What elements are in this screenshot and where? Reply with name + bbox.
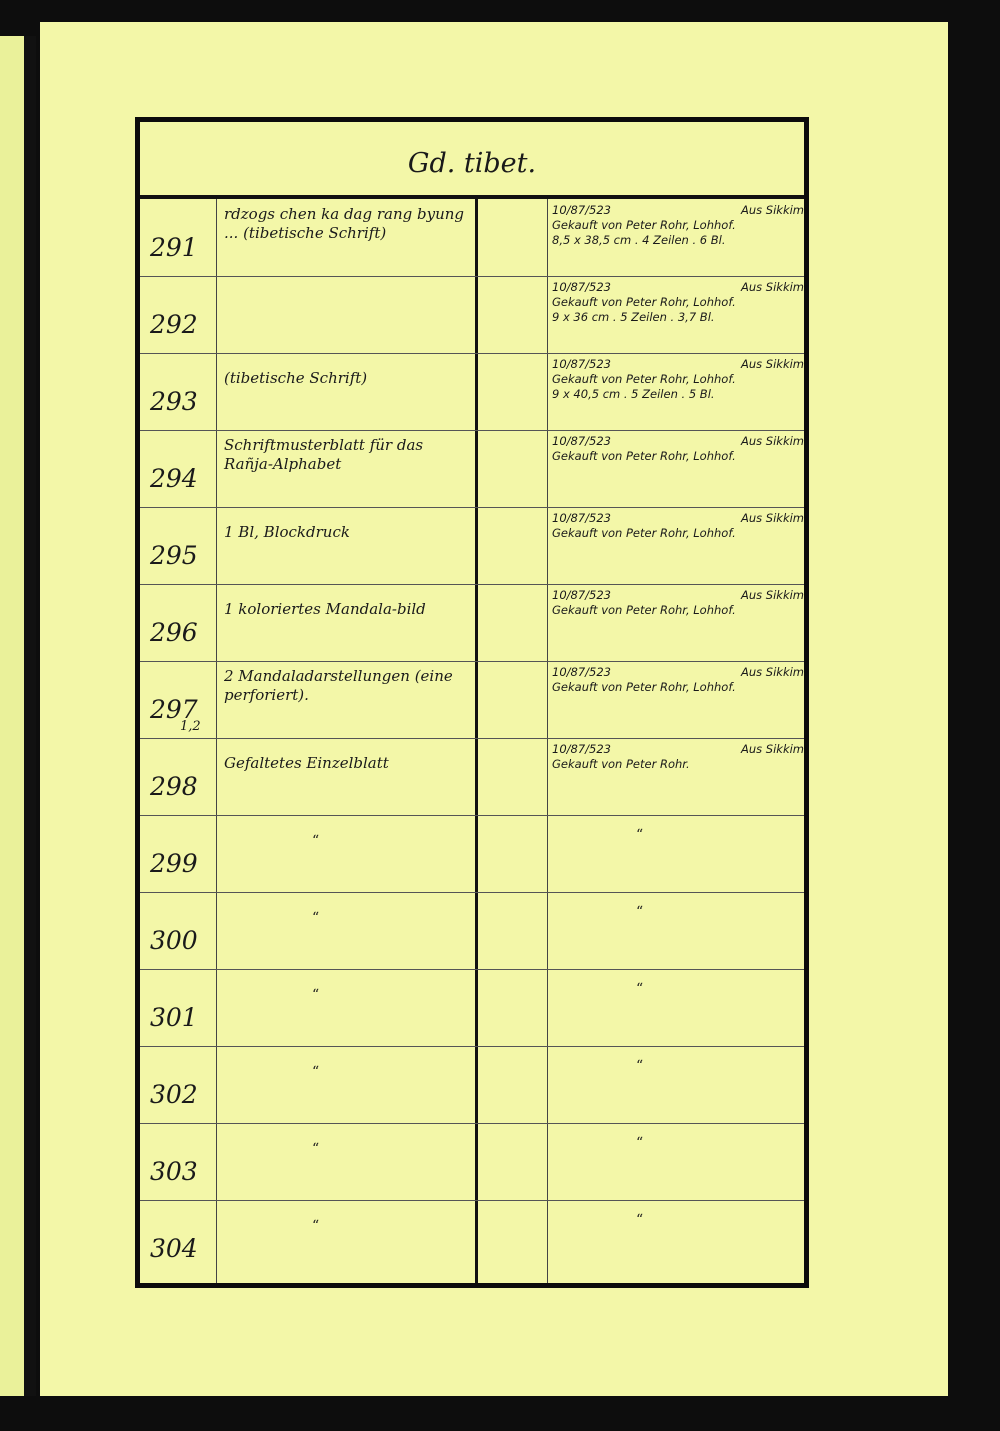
origin: Aus Sikkim — [740, 742, 804, 756]
provenance-header — [552, 665, 804, 680]
ledger-header — [140, 122, 804, 199]
inventory-number: 10/87/523 — [552, 280, 611, 294]
purchase-note: Gekauft von Peter Rohr, Lohhof. — [552, 449, 736, 463]
inventory-number: 10/87/523 — [552, 588, 611, 602]
entry-number: 300 — [150, 926, 198, 955]
provenance-note — [552, 203, 804, 248]
ditto-mark: “ — [312, 833, 320, 849]
ledger-row — [140, 276, 804, 354]
ledger-row — [140, 1200, 804, 1277]
entry-description: rdzogs chen ka dag rang byung ... (tibetische Schrift) — [224, 205, 464, 242]
inventory-number: 10/87/523 — [552, 511, 611, 525]
ledger-row — [140, 353, 804, 431]
ledger-row — [140, 1046, 804, 1124]
provenance-note — [552, 280, 804, 325]
ledger-row — [140, 969, 804, 1047]
ditto-mark: “ — [636, 1135, 644, 1151]
purchase-note: Gekauft von Peter Rohr, Lohhof. — [552, 680, 736, 694]
ledger-row — [140, 507, 804, 585]
entry-number: 292 — [150, 310, 198, 339]
dimensions-note: 8,5 x 38,5 cm . 4 Zeilen . 6 Bl. — [552, 233, 726, 247]
ditto-mark: “ — [636, 981, 644, 997]
entry-number: 296 — [150, 618, 198, 647]
ledger-row — [140, 815, 804, 893]
inventory-number: 10/87/523 — [552, 742, 611, 756]
ditto-mark: “ — [312, 1218, 320, 1234]
ditto-mark: “ — [312, 910, 320, 926]
entry-description: Schriftmusterblatt für das Rañja-Alphabet — [224, 436, 424, 473]
inventory-number: 10/87/523 — [552, 203, 611, 217]
entry-number: 304 — [150, 1234, 198, 1263]
entry-number: 295 — [150, 541, 198, 570]
ditto-mark: “ — [636, 827, 644, 843]
ditto-mark: “ — [636, 904, 644, 920]
previous-page-edge — [0, 36, 24, 1396]
provenance-note — [552, 357, 804, 402]
entry-number: 291 — [150, 233, 198, 262]
ditto-mark: “ — [312, 987, 320, 1003]
entry-number: 294 — [150, 464, 198, 493]
ledger-frame — [135, 117, 809, 1288]
ditto-mark: “ — [312, 1141, 320, 1157]
purchase-note: Gekauft von Peter Rohr, Lohhof. — [552, 218, 736, 232]
origin: Aus Sikkim — [740, 357, 804, 371]
provenance-header — [552, 742, 804, 757]
ledger-grid — [140, 199, 804, 1283]
ledger-row — [140, 892, 804, 970]
provenance-note — [552, 434, 804, 464]
purchase-note: Gekauft von Peter Rohr, Lohhof. — [552, 295, 736, 309]
dimensions-note: 9 x 36 cm . 5 Zeilen . 3,7 Bl. — [552, 310, 715, 324]
provenance-note — [552, 665, 804, 695]
purchase-note: Gekauft von Peter Rohr, Lohhof. — [552, 372, 736, 386]
entry-number: 293 — [150, 387, 198, 416]
provenance-header — [552, 280, 804, 295]
ledger-row — [140, 1123, 804, 1201]
origin: Aus Sikkim — [740, 665, 804, 679]
purchase-note: Gekauft von Peter Rohr, Lohhof. — [552, 526, 736, 540]
provenance-header — [552, 203, 804, 218]
origin: Aus Sikkim — [740, 203, 804, 217]
entry-number: 297 — [150, 695, 198, 724]
entry-description: 1 koloriertes Mandala-bild — [224, 600, 426, 618]
entry-description: Gefaltetes Einzelblatt — [224, 754, 389, 772]
ledger-title: Gd. tibet. — [407, 148, 537, 179]
ledger-row — [140, 584, 804, 662]
ditto-mark: “ — [636, 1058, 644, 1074]
inventory-number: 10/87/523 — [552, 665, 611, 679]
provenance-note — [552, 742, 804, 772]
provenance-header — [552, 511, 804, 526]
origin: Aus Sikkim — [740, 280, 804, 294]
ledger-row — [140, 199, 804, 277]
inventory-number: 10/87/523 — [552, 357, 611, 371]
inventory-number: 10/87/523 — [552, 434, 611, 448]
entry-number: 298 — [150, 772, 198, 801]
ledger-row — [140, 430, 804, 508]
purchase-note: Gekauft von Peter Rohr, Lohhof. — [552, 603, 736, 617]
ditto-mark: “ — [636, 1212, 644, 1228]
entry-number: 301 — [150, 1003, 198, 1032]
provenance-header — [552, 588, 804, 603]
purchase-note: Gekauft von Peter Rohr. — [552, 757, 690, 771]
ledger-row — [140, 661, 804, 739]
entry-number: 299 — [150, 849, 198, 878]
provenance-header — [552, 434, 804, 449]
origin: Aus Sikkim — [740, 434, 804, 448]
entry-description: 2 Mandaladarstellungen (eine perforiert). — [224, 667, 453, 704]
ditto-mark: “ — [312, 1064, 320, 1080]
provenance-note — [552, 588, 804, 618]
entry-number: 303 — [150, 1157, 198, 1186]
provenance-note — [552, 511, 804, 541]
entry-number: 302 — [150, 1080, 198, 1109]
origin: Aus Sikkim — [740, 588, 804, 602]
origin: Aus Sikkim — [740, 511, 804, 525]
page-gap — [24, 36, 36, 1396]
entry-description: (tibetische Schrift) — [224, 369, 368, 387]
ledger-row — [140, 738, 804, 816]
entry-description: 1 Bl, Blockdruck — [224, 523, 350, 541]
entry-subnumber: 1,2 — [180, 719, 201, 734]
provenance-header — [552, 357, 804, 372]
dimensions-note: 9 x 40,5 cm . 5 Zeilen . 5 Bl. — [552, 387, 715, 401]
